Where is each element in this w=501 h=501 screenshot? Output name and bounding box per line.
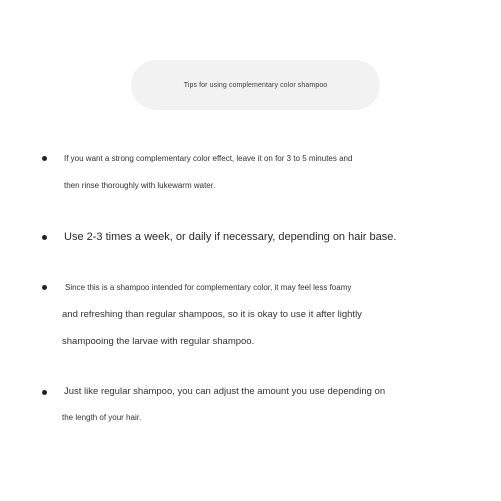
- tip-3-line-3: shampooing the larvae with regular shampoo.: [62, 336, 255, 347]
- tip-3-line-1: Since this is a shampoo intended for complementary color, it may feel less foamy: [65, 283, 352, 292]
- bullet-icon: [42, 156, 47, 161]
- tip-2-line-1: Use 2-3 times a week, or daily if necessary, depending on hair base.: [64, 231, 397, 243]
- page-title: Tips for using complementary color shampoo: [183, 81, 328, 89]
- tip-1-line-2: then rinse thoroughly with lukewarm water.: [64, 181, 216, 190]
- bullet-icon: [42, 235, 47, 240]
- bullet-icon: [42, 390, 47, 395]
- tip-4-line-2: the length of your hair.: [62, 413, 142, 422]
- tip-3-line-2: and refreshing than regular shampoos, so it is okay to use it after lightly: [62, 309, 362, 320]
- tip-1-line-1: If you want a strong complementary color effect, leave it on for 3 to 5 minutes and: [64, 154, 353, 163]
- bullet-icon: [42, 285, 47, 290]
- tip-4-line-1: Just like regular shampoo, you can adjust the amount you use depending on: [64, 386, 386, 397]
